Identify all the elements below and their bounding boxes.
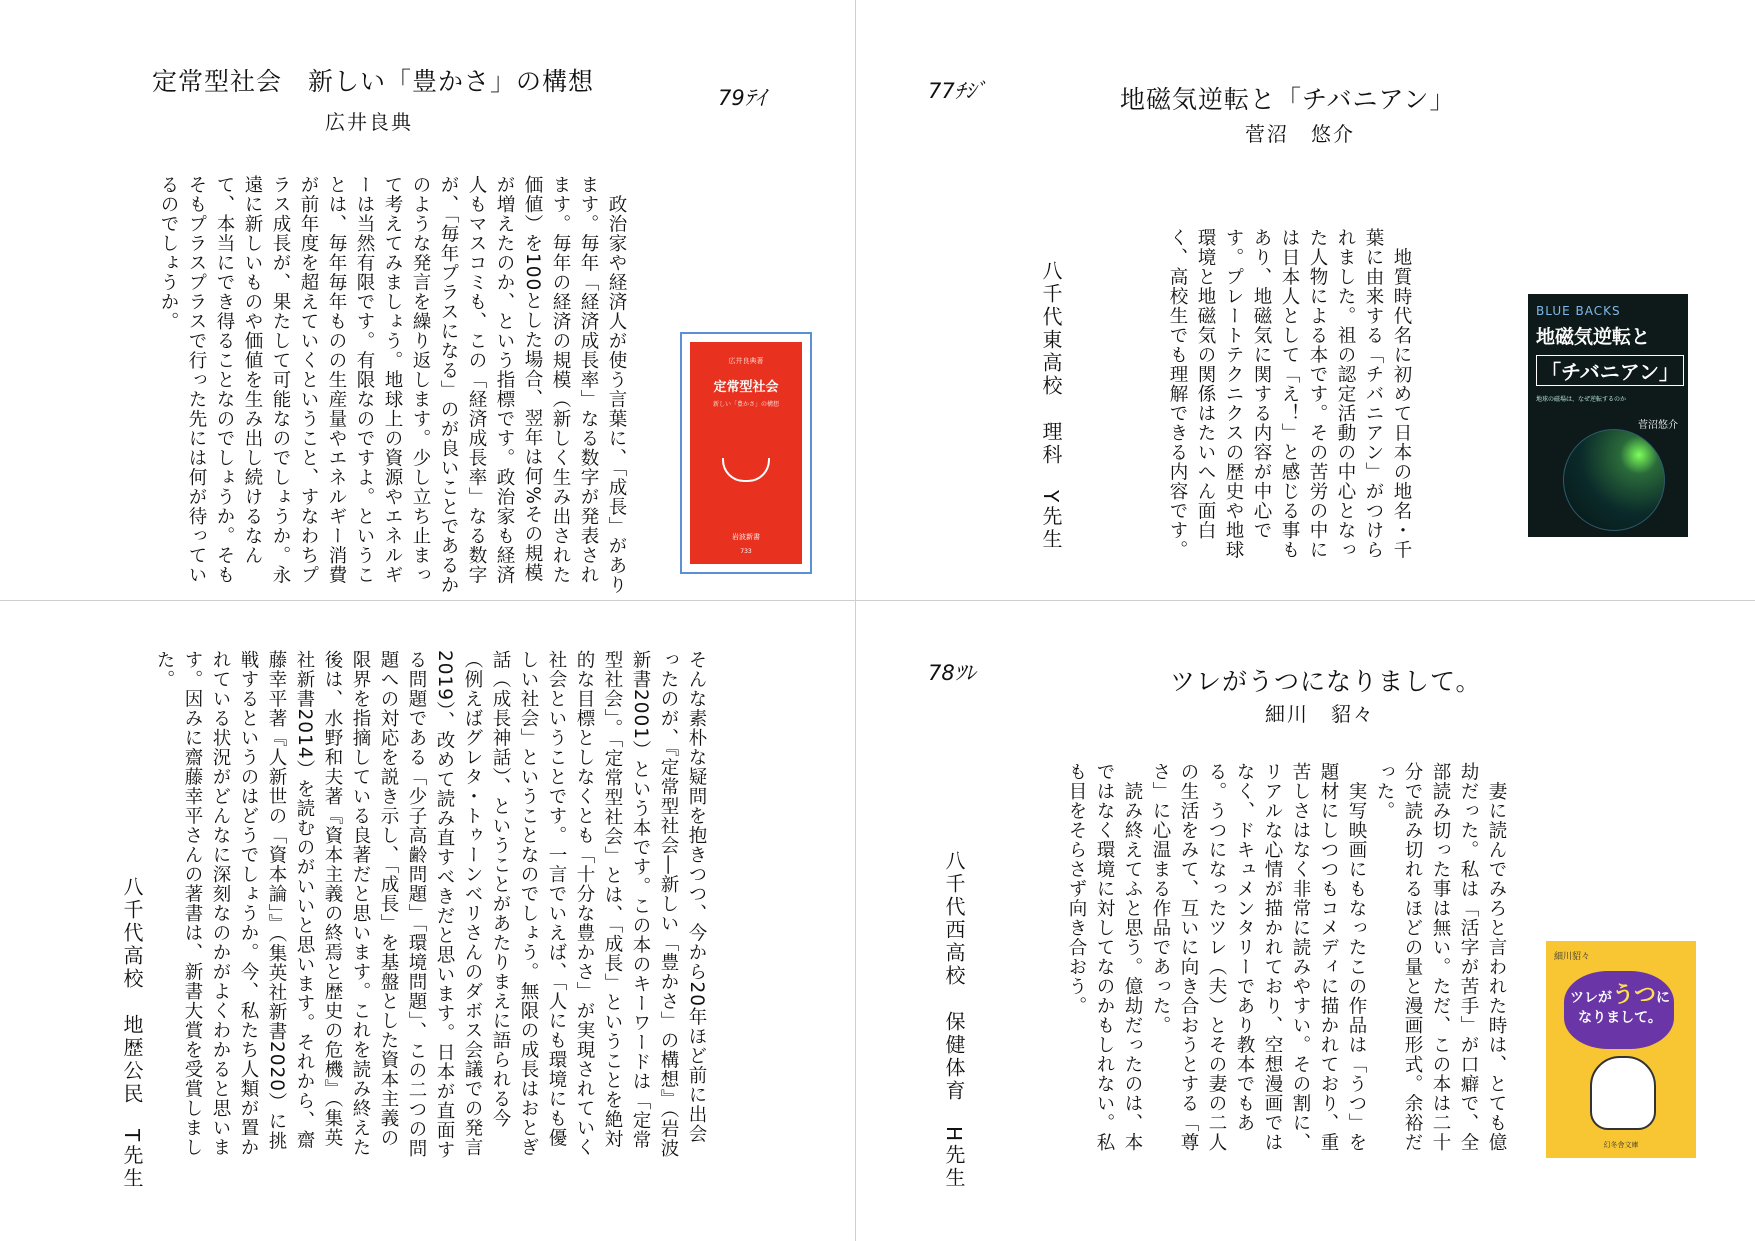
q2-cover-title2: 「チバニアン」 bbox=[1536, 355, 1684, 386]
q4-cover-title-c: に bbox=[1656, 990, 1671, 1006]
q2-cover-author: 菅沼悠介 bbox=[1638, 420, 1678, 431]
q2-review-text: 地質時代名に初めて日本の地名・千葉に由来する「チバニアン」がつけられました。祖の認定活動の中心となった人物による本です。その苦労の中には日本人として「え！」と感じる事もあり、地磁気に関する内容が中心です。プレートテクニクスの歴史や地球環境と地磁気の関係はたいへん面白く、高校生でも理解できる内容です。 bbox=[1167, 228, 1412, 560]
q1-cover-label: 岩波新書 bbox=[732, 533, 760, 541]
vertical-divider bbox=[855, 0, 856, 1241]
q1-cover-subtitle: 新しい「豊かさ」の構想 bbox=[712, 401, 779, 408]
q1-cover-number: 733 bbox=[740, 548, 752, 555]
earth-globe-icon bbox=[1563, 429, 1665, 531]
q3-review-text: そんな素朴な疑問を抱きつつ、今から20年ほど前に出会ったのが、『定常型社会―新しい「豊かさ」の構想』（岩波新書2001）という本です。この本のキーワードは「定常型社会」。「定常型社会」とは、「成長」ということを絶対的な目標としなくとも「十分な豊かさ」が実現されていく社会ということです。一言でいえば、「人にも環境にも優しい社会」ということなのでしょう。無限の成長はおとぎ話（成長神話）、ということがあたりまえに語られる今（例えばグレタ・トゥーンベリさんのダボス会議での発言2019）、改めて読み直すべきだと思います。日本が直面する問題である「少子高齢問題」「環境問題」、この二つの問題への対応を説き示し、「成長」を基盤とした資本主義の限界を指摘している良著だと思います。これを読み終えた後は、水野和夫著『資本主義の終焉と歴史の危機』（集英社新書2014）を読むのがいいと思います。それから、齋藤幸平著『人新世の「資本論」』（集英社新書2020）に挑戦するというのはどうでしょうか。今、私たち人類が置かれている状況がどんなに深刻なのかがよくわかると思います。因みに齋藤幸平さんの著書は、新書大賞を受賞しました。 bbox=[154, 650, 707, 1160]
q1-book-author: 広井良典 bbox=[325, 110, 413, 134]
q1-call-number: 79ﾃｲ bbox=[718, 86, 766, 110]
q4-book-title: ツレがうつになりまして。 bbox=[1170, 667, 1482, 696]
q4-signature: 八千代西高校 保健体育 H先生 bbox=[942, 850, 966, 1191]
q2-cover-series: BLUE BACKS bbox=[1536, 304, 1621, 318]
q1-cover-title: 定常型社会 bbox=[713, 380, 779, 395]
q4-cover-author: 細川貂々 bbox=[1554, 952, 1591, 962]
character-face-icon bbox=[1590, 1056, 1656, 1130]
q4-book-author: 細川 貂々 bbox=[1265, 702, 1375, 726]
q4-cover-publisher: 幻冬舎文庫 bbox=[1603, 1141, 1639, 1149]
horizontal-divider bbox=[0, 600, 1755, 601]
q4-cover-title-d: なりまして。 bbox=[1578, 1010, 1662, 1026]
q1-book-title: 定常型社会 新しい「豊かさ」の構想 bbox=[152, 67, 595, 96]
q4-review-text: 妻に読んでみろと言われた時は、とても億劫だった。私は「活字が苦手」が口癖で、全部読み切った事は無い。ただ、この本は二十分で読み切れるほどの量と漫画形式。余裕だった。 実写映画にもなったこの作品は「うつ」を題材にしつつもコメディに描かれており、重苦しさはなく非常に読みやすい。その割に、リアルな心情が描かれており、空想漫画ではなく、ドキュメンタリーであり教本でもある。うつになったツレ（夫）とその妻の二人の生活をみて、互いに向き合おうとする「尊さ」に心温まる作品であった。 読み終えてふと思う。億劫だったのは、本ではなく環境に対してなのかもしれない。私も目をそらさず向き合おう。 bbox=[1066, 762, 1507, 1152]
q1-review-text: 政治家や経済人が使う言葉に、「成長」があります。毎年「経済成長率」なる数字が発表されます。毎年の経済の規模（新しく生み出された価値）を100とした場合、翌年は何%その規模が増えたのか、という指標です。政治家も経済人もマスコミも、この「経済成長率」なる数字が、「毎年プラスになる」のが良いことであるかのような発言を繰り返します。少し立ち止まって考えてみましょう。地球上の資源やエネルギーは当然有限です。有限なのですよ。ということは、毎年毎年ものの生産量やエネルギー消費が前年度を超えていくということ、すなわちプラス成長が、果たして可能なのでしょうか。永遠に新しいものや価値を生み出し続けるなんて、本当にでき得ることなのでしょうか。そもそもプラスプラスで行った先には何が待っているのでしょうか。 bbox=[158, 175, 627, 595]
q2-call-number: 77ﾁｼﾞ bbox=[928, 79, 987, 103]
bowl-illustration-icon bbox=[722, 458, 770, 482]
q3-signature: 八千代高校 地歴公民 T先生 bbox=[120, 876, 144, 1191]
q1-cover-publisher: 広井良典著 bbox=[728, 357, 764, 365]
q4-call-number: 78ﾂﾚ bbox=[928, 661, 976, 685]
q1-book-cover bbox=[680, 332, 812, 574]
q2-book-author: 菅沼 悠介 bbox=[1245, 122, 1355, 146]
q2-book-cover bbox=[1528, 294, 1688, 537]
q4-book-cover bbox=[1546, 941, 1696, 1158]
q4-cover-title-a: ツレが bbox=[1570, 990, 1612, 1006]
q2-cover-title1: 地磁気逆転と bbox=[1536, 326, 1651, 348]
q2-signature: 八千代東高校 理科 Y先生 bbox=[1039, 260, 1063, 552]
q2-cover-subtitle: 地球の磁場は、なぜ逆転するのか bbox=[1536, 396, 1627, 403]
q4-cover-title bbox=[1570, 983, 1671, 1028]
q4-cover-title-b: うつ bbox=[1612, 983, 1657, 1008]
q2-book-title: 地磁気逆転と「チバニアン」 bbox=[1120, 85, 1456, 114]
